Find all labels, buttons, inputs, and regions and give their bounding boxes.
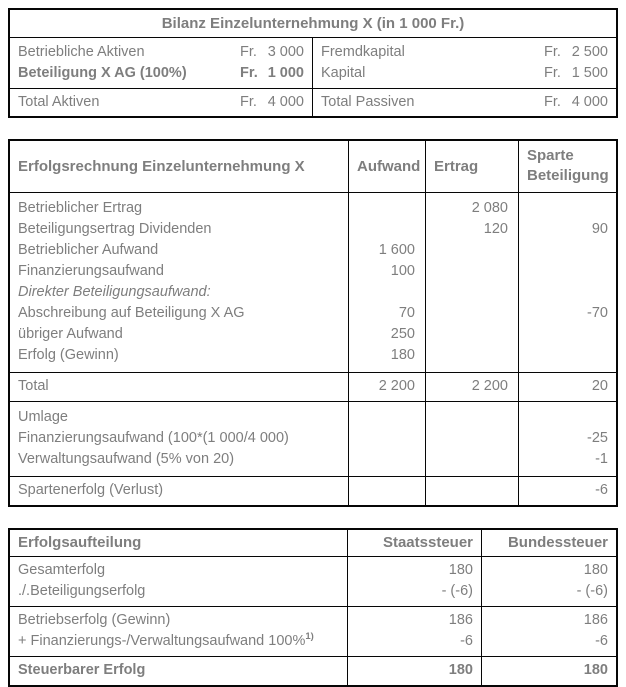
staatssteuer-column [347, 607, 481, 656]
column-header-ertrag: Ertrag [425, 141, 518, 192]
cell-ertrag [429, 345, 508, 366]
row-label: ./.Beteiligungserfolg [18, 583, 146, 599]
row-amount [544, 42, 608, 63]
cell-ertrag [429, 282, 508, 303]
betriebserfolg-block [10, 607, 616, 657]
cell-aufwand: 250 [390, 326, 415, 342]
bilanz-total-passiven [313, 89, 616, 116]
amount-value: 4 000 [267, 94, 304, 110]
cell-sparte [522, 345, 608, 366]
row-label: Umlage [18, 409, 68, 425]
amount-value: 1 500 [571, 65, 608, 81]
column-header-bundessteuer: Bundessteuer [481, 530, 616, 556]
label-column [10, 402, 348, 476]
row-label: + Finanzierungs-/Verwaltungsaufwand 100%$^{1)}$ [18, 631, 314, 649]
row-amount [240, 63, 304, 84]
label-column [10, 607, 347, 656]
currency-prefix: Fr. [240, 65, 258, 81]
staatssteuer-column [347, 557, 481, 606]
currency-prefix: Fr. [240, 44, 257, 60]
bilanz-aktiven-row [10, 63, 312, 84]
ertrag-column [425, 193, 518, 372]
cell-sparte: -6 [518, 477, 616, 505]
row-amount [544, 92, 608, 113]
cell-aufwand: 100 [390, 263, 415, 279]
bilanz-passiven-row [313, 63, 616, 84]
cell-aufwand: 180 [390, 347, 415, 363]
row-amount [240, 42, 304, 63]
label-column [10, 193, 348, 372]
cell-aufwand [352, 282, 415, 303]
bilanz-aktiven-row [10, 42, 312, 63]
bilanz-aktiven-cell [10, 38, 313, 88]
label-column [10, 557, 347, 606]
cell-bundessteuer: 186 [583, 612, 608, 628]
cell-ertrag [429, 261, 508, 282]
erfolgsrechnung-header [10, 141, 616, 193]
row-label: Total Passiven [321, 94, 415, 110]
cell-aufwand [352, 198, 415, 219]
bilanz-passiven-cell [313, 38, 616, 88]
cell-ertrag [425, 477, 518, 505]
cell-ertrag: 120 [483, 221, 508, 237]
cell-sparte: -25 [587, 430, 608, 446]
currency-prefix: Fr. [544, 65, 561, 81]
cell-sparte: 90 [591, 221, 608, 237]
cell-sparte [522, 324, 608, 345]
bundessteuer-column [481, 557, 616, 606]
cell-sparte [522, 282, 608, 303]
gesamterfolg-block [10, 557, 616, 607]
erfolgsaufteilung-table [8, 528, 618, 687]
ertrag-column [425, 402, 518, 476]
bilanz-title: Bilanz Einzelunternehmung X (in 1 000 Fr.) [10, 10, 616, 38]
row-label: Erfolg (Gewinn) [18, 347, 119, 363]
cell-staatssteuer: 186 [448, 612, 473, 628]
row-label: Betriebliche Aktiven [18, 44, 145, 60]
row-label: übriger Aufwand [18, 326, 123, 342]
row-label: Gesamterfolg [18, 562, 106, 578]
cell-aufwand [348, 477, 425, 505]
erfolgsaufteilung-title: Erfolgsaufteilung [18, 534, 142, 551]
bilanz-total-aktiven [10, 89, 313, 116]
cell-staatssteuer: -6 [460, 633, 473, 649]
row-label: Betriebserfolg (Gewinn) [18, 612, 171, 628]
currency-prefix: Fr. [544, 44, 561, 60]
row-label: Beteiligung X AG (100%) [18, 65, 187, 81]
erfolgsrechnung-total-row [10, 373, 616, 402]
cell-sparte: -1 [595, 451, 608, 467]
steuerbarer-erfolg-row [10, 657, 616, 685]
cell-bundessteuer: 180 [481, 657, 616, 685]
cell-aufwand [352, 219, 415, 240]
cell-staatssteuer: - (-6) [441, 583, 473, 599]
spartenerfolg-row [10, 477, 616, 505]
cell-bundessteuer: 180 [583, 562, 608, 578]
cell-bundessteuer: -6 [595, 633, 608, 649]
cell-sparte [522, 198, 608, 219]
cell-sparte [522, 261, 608, 282]
row-label: Abschreibung auf Beteiligung X AG [18, 305, 245, 321]
cell-ertrag [429, 240, 508, 261]
sparte-column [518, 402, 616, 476]
total-row [10, 92, 312, 113]
footnote-marker: 1) [305, 631, 314, 643]
currency-prefix: Fr. [544, 94, 561, 110]
row-label: Total [18, 378, 49, 394]
amount-value: 3 000 [267, 44, 304, 60]
sparte-column [518, 193, 616, 372]
cell-bundessteuer: - (-6) [576, 583, 608, 599]
aufwand-column [348, 193, 425, 372]
row-label: Total Aktiven [18, 94, 100, 110]
row-label: Direkter Beteiligungsaufwand: [18, 284, 211, 300]
cell-ertrag: 2 200 [425, 373, 518, 401]
amount-value: 2 500 [571, 44, 608, 60]
row-label: Fremdkapital [321, 44, 405, 60]
cell-ertrag [429, 303, 508, 324]
column-header-sparte: Sparte Beteiligung [518, 141, 616, 192]
currency-prefix: Fr. [240, 94, 257, 110]
row-label: Finanzierungsaufwand [18, 263, 164, 279]
row-label: Finanzierungsaufwand (100*(1 000/4 000) [18, 430, 289, 446]
row-label: Spartenerfolg (Verlust) [18, 482, 164, 498]
amount-value: 1 000 [267, 65, 304, 81]
erfolgsrechnung-table [8, 139, 618, 507]
row-label: Beteiligungsertrag Dividenden [18, 221, 212, 237]
erfolgsrechnung-title: Erfolgsrechnung Einzelunternehmung X [18, 157, 305, 175]
total-row [313, 92, 616, 113]
cell-sparte: -70 [587, 305, 608, 321]
column-header-staatssteuer: Staatssteuer [347, 530, 481, 556]
cell-aufwand: 1 600 [378, 242, 415, 258]
row-label: Betrieblicher Aufwand [18, 242, 159, 258]
cell-staatssteuer: 180 [347, 657, 481, 685]
column-header-aufwand: Aufwand [348, 141, 425, 192]
erfolgsrechnung-body [10, 193, 616, 373]
aufwand-column [348, 402, 425, 476]
cell-sparte: 20 [518, 373, 616, 401]
row-amount [240, 92, 304, 113]
row-label: Kapital [321, 65, 366, 81]
bilanz-passiven-row [313, 42, 616, 63]
cell-staatssteuer: 180 [448, 562, 473, 578]
cell-sparte [522, 407, 608, 428]
row-amount [544, 63, 608, 84]
cell-ertrag [429, 324, 508, 345]
erfolgsrechnung-umlage-block [10, 402, 616, 477]
erfolgsaufteilung-header [10, 530, 616, 557]
cell-ertrag: 2 080 [471, 200, 508, 216]
amount-value: 4 000 [571, 94, 608, 110]
cell-sparte [522, 240, 608, 261]
bundessteuer-column [481, 607, 616, 656]
bilanz-table [8, 8, 618, 118]
bilanz-total-row [10, 89, 616, 116]
row-label: Steuerbarer Erfolg [18, 662, 146, 678]
bilanz-body-row [10, 38, 616, 89]
cell-aufwand: 2 200 [348, 373, 425, 401]
row-label: Verwaltungsaufwand (5% von 20) [18, 451, 235, 467]
row-label: Betrieblicher Ertrag [18, 200, 143, 216]
cell-aufwand: 70 [398, 305, 415, 321]
